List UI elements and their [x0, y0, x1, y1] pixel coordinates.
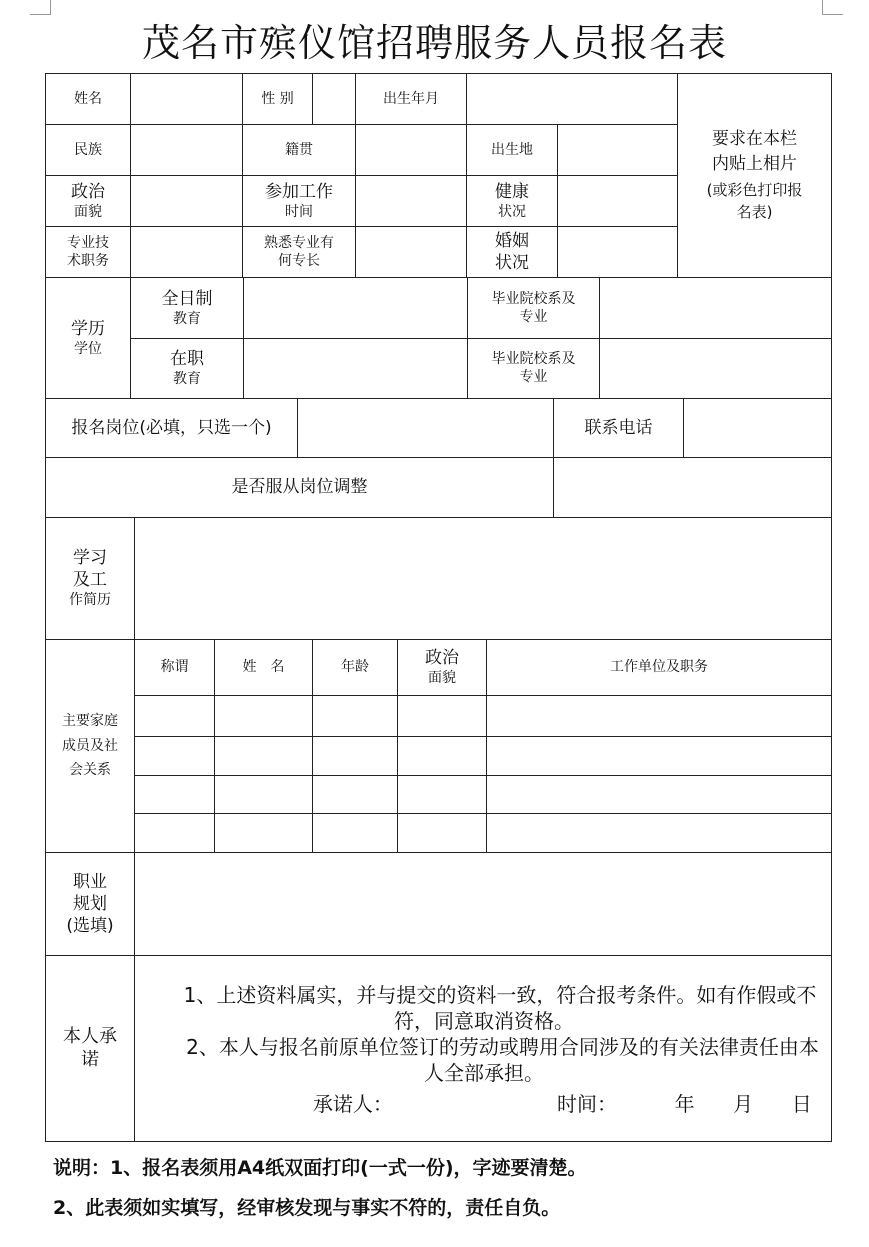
label-pledge: 本人承 诺 [46, 956, 135, 1142]
career-table [45, 853, 832, 956]
label-birth-date: 出生年月 [356, 74, 467, 125]
photo-instruction-1: 要求在本栏 [712, 129, 797, 150]
label-fulltime-school: 毕业院校系及 专业 [468, 278, 600, 338]
family-col-name: 姓 名 [215, 640, 313, 696]
input-apply-position[interactable] [298, 399, 554, 458]
label-native-place: 籍贯 [243, 125, 356, 176]
input-fulltime-school[interactable] [600, 278, 832, 338]
label-inservice-education: 在职 教育 [131, 338, 244, 398]
label-accept-adjustment: 是否服从岗位调整 [46, 458, 554, 518]
input-birthplace[interactable] [558, 125, 678, 176]
footnote-2: 2、此表须如实填写，经审核发现与事实不符的，责任自负。 [53, 1197, 561, 1219]
label-birthplace: 出生地 [467, 125, 558, 176]
photo-instruction-3: (或彩色打印报 [706, 181, 803, 200]
pledge-signature-line [135, 1092, 831, 1118]
family-cell[interactable] [215, 814, 313, 853]
photo-instruction-2: 内贴上相片 [712, 153, 797, 174]
pledge-content [135, 956, 832, 1142]
label-name: 姓名 [46, 74, 131, 125]
registration-form [45, 73, 831, 1142]
family-col-employer: 工作单位及职务 [487, 640, 832, 696]
family-cell[interactable] [313, 696, 398, 737]
family-row [46, 737, 832, 776]
family-cell[interactable] [135, 696, 215, 737]
input-political-status[interactable] [131, 176, 243, 227]
label-apply-position: 报名岗位(必填，只选一个) [46, 399, 298, 458]
footnotes [53, 1148, 587, 1228]
family-cell[interactable] [215, 696, 313, 737]
family-cell[interactable] [398, 696, 487, 737]
family-row [46, 696, 832, 737]
input-native-place[interactable] [356, 125, 467, 176]
input-health[interactable] [558, 176, 678, 227]
basic-info-table [45, 73, 832, 278]
input-work-start[interactable] [356, 176, 467, 227]
label-phone: 联系电话 [554, 399, 684, 458]
pledge-text-1: 1、上述资料属实，并与提交的资料一致，符合报考条件。如有作假或不符，同意取消资格。 [183, 983, 817, 1034]
input-phone[interactable] [684, 399, 832, 458]
input-name[interactable] [131, 74, 243, 125]
input-inservice-degree[interactable] [244, 338, 468, 398]
footnote-1: 说明：1、报名表须用A4纸双面打印(一式一份)，字迹要清楚。 [53, 1157, 587, 1179]
pledge-day-label: 日 [791, 1092, 812, 1117]
input-accept-adjustment[interactable] [554, 458, 832, 518]
family-cell[interactable] [313, 814, 398, 853]
input-resume[interactable] [135, 518, 832, 639]
family-cell[interactable] [313, 737, 398, 776]
label-education: 学历 学位 [46, 278, 131, 398]
family-cell[interactable] [487, 696, 832, 737]
family-cell[interactable] [135, 814, 215, 853]
family-table [45, 640, 832, 854]
input-birth-date[interactable] [467, 74, 678, 125]
input-marital-status[interactable] [558, 227, 678, 278]
label-political-status: 政治 面貌 [46, 176, 131, 227]
family-cell[interactable] [215, 737, 313, 776]
family-row [46, 814, 832, 853]
label-health: 健康 状况 [467, 176, 558, 227]
family-cell[interactable] [398, 814, 487, 853]
family-cell[interactable] [487, 737, 832, 776]
family-cell[interactable] [313, 776, 398, 814]
label-work-start: 参加工作 时间 [243, 176, 356, 227]
family-cell[interactable] [135, 737, 215, 776]
pledge-time-label: 时间： [557, 1092, 618, 1117]
input-specialty[interactable] [356, 227, 467, 278]
family-col-age: 年龄 [313, 640, 398, 696]
label-family: 主要家庭 成员及社 会关系 [46, 640, 135, 853]
corner-mark-right [822, 0, 843, 15]
label-marital-status: 婚姻 状况 [467, 227, 558, 278]
input-gender[interactable] [313, 74, 356, 125]
photo-instruction-4: 名表) [736, 203, 773, 222]
label-specialty: 熟悉专业有 何专长 [243, 227, 356, 278]
family-cell[interactable] [398, 776, 487, 814]
label-fulltime-education: 全日制 教育 [131, 278, 244, 338]
family-cell[interactable] [487, 776, 832, 814]
photo-box[interactable] [678, 74, 832, 278]
label-inservice-school: 毕业院校系及 专业 [468, 338, 600, 398]
input-professional-title[interactable] [131, 227, 243, 278]
pledge-year-label: 年 [674, 1092, 695, 1117]
corner-mark-left [30, 0, 51, 15]
resume-table [45, 518, 832, 640]
family-cell[interactable] [487, 814, 832, 853]
family-row [46, 776, 832, 814]
pledge-table [45, 956, 832, 1143]
education-table [45, 278, 832, 399]
label-career-plan: 职业 规划 (选填) [46, 853, 135, 955]
pledge-month-label: 月 [733, 1092, 754, 1117]
position-table [45, 399, 832, 519]
label-professional-title: 专业技 术职务 [46, 227, 131, 278]
pledge-text-2: 2、本人与报名前原单位签订的劳动或聘用合同涉及的有关法律责任由本人全部承担。 [186, 1035, 819, 1086]
family-cell[interactable] [135, 776, 215, 814]
label-resume: 学习 及工 作简历 [46, 518, 135, 639]
input-ethnicity[interactable] [131, 125, 243, 176]
label-gender: 性 别 [243, 74, 313, 125]
family-cell[interactable] [215, 776, 313, 814]
family-cell[interactable] [398, 737, 487, 776]
family-col-relation: 称谓 [135, 640, 215, 696]
input-career-plan[interactable] [135, 853, 832, 955]
pledge-signer-label: 承诺人： [312, 1092, 393, 1117]
input-fulltime-degree[interactable] [244, 278, 468, 338]
page-title: 茂名市殡仪馆招聘服务人员报名表 [141, 21, 727, 65]
label-ethnicity: 民族 [46, 125, 131, 176]
input-inservice-school[interactable] [600, 338, 832, 398]
family-col-political: 政治 面貌 [398, 640, 487, 696]
